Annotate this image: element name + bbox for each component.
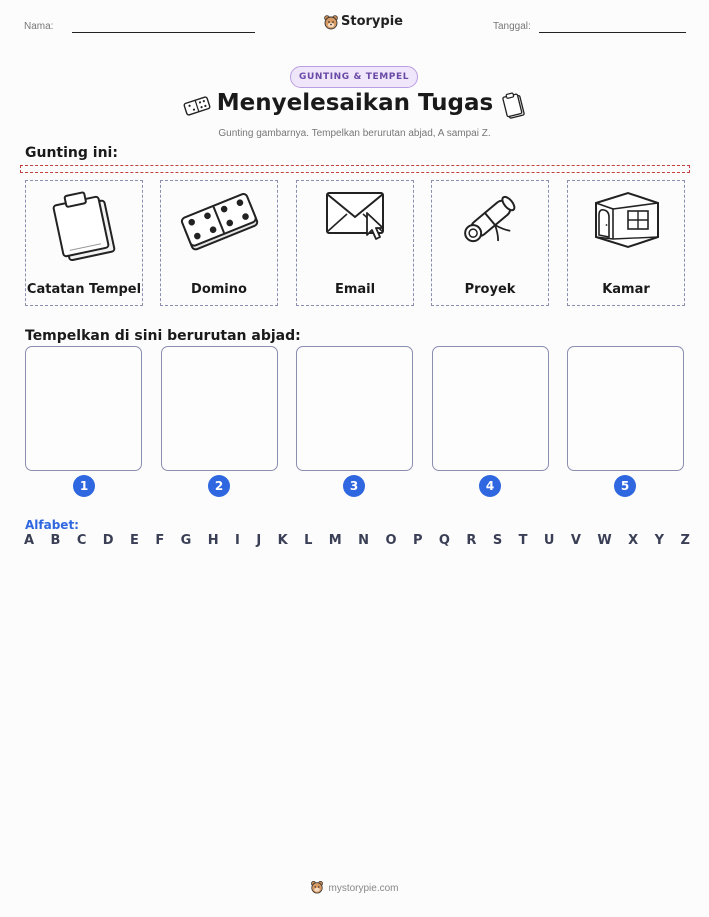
page-subtitle: Gunting gambarnya. Tempelkan berurutan abjad, A sampai Z.: [218, 128, 491, 139]
cut-card[interactable]: [296, 180, 414, 306]
alphabet-letter: A: [24, 533, 35, 548]
domino-decoration-icon: [182, 94, 212, 118]
alphabet-letter: F: [155, 533, 165, 548]
alphabet-letter: H: [207, 533, 219, 548]
alphabet-letter: X: [628, 533, 639, 548]
position-number: 1: [73, 475, 95, 497]
alphabet-letter: E: [130, 533, 139, 548]
storypie-logo-icon: [323, 14, 339, 30]
position-number: 4: [479, 475, 501, 497]
alphabet-letter: T: [518, 533, 528, 548]
alphabet-letter: K: [277, 533, 288, 548]
cut-line: [20, 165, 690, 173]
position-number: 3: [343, 475, 365, 497]
cut-card[interactable]: [160, 180, 278, 306]
alphabet-letter: R: [466, 533, 477, 548]
card-label: Domino: [191, 282, 247, 297]
storypie-logo-icon: [310, 880, 324, 897]
card-label: Email: [334, 282, 376, 297]
alphabet-letter: G: [180, 533, 192, 548]
name-label: Nama:: [24, 21, 54, 32]
paste-box[interactable]: [567, 346, 684, 471]
alphabet-letter: P: [412, 533, 423, 548]
cut-section-heading: Gunting ini:: [25, 145, 118, 161]
alphabet-letter: N: [358, 533, 370, 548]
cut-card[interactable]: [25, 180, 143, 306]
position-number: 2: [208, 475, 230, 497]
name-line[interactable]: [72, 32, 255, 33]
alphabet-letter: J: [256, 533, 262, 548]
paste-box[interactable]: [296, 346, 413, 471]
paste-box[interactable]: [161, 346, 278, 471]
paste-section-heading: Tempelkan di sini berurutan abjad:: [25, 328, 301, 344]
date-line[interactable]: [539, 32, 686, 33]
paste-box[interactable]: [432, 346, 549, 471]
card-label: Kamar: [602, 282, 650, 297]
paste-box[interactable]: [25, 346, 142, 471]
alphabet-heading: Alfabet:: [25, 518, 79, 532]
alphabet-letter: M: [328, 533, 342, 548]
card-label: Proyek: [464, 282, 516, 297]
footer-url[interactable]: mystorypie.com: [328, 883, 399, 894]
alphabet-letter: V: [570, 533, 581, 548]
notepad-decoration-icon: [500, 91, 528, 121]
cut-card[interactable]: [431, 180, 549, 306]
alphabet-letter: S: [492, 533, 503, 548]
alphabet-letter: L: [304, 533, 313, 548]
brand-name: Storypie: [341, 14, 403, 29]
page-title: Menyelesaikan Tugas: [216, 90, 494, 116]
date-label: Tanggal:: [493, 21, 531, 32]
alphabet-row: [24, 533, 690, 548]
position-number: 5: [614, 475, 636, 497]
alphabet-letter: I: [235, 533, 240, 548]
alphabet-letter: C: [76, 533, 87, 548]
activity-badge: GUNTING & TEMPEL: [290, 66, 418, 88]
alphabet-letter: Y: [654, 533, 665, 548]
card-label: Catatan Tempel: [26, 282, 142, 297]
alphabet-letter: B: [50, 533, 61, 548]
alphabet-letter: Q: [438, 533, 450, 548]
alphabet-letter: U: [543, 533, 555, 548]
footer: [0, 880, 709, 897]
alphabet-letter: O: [385, 533, 397, 548]
cut-card[interactable]: [567, 180, 685, 306]
alphabet-letter: D: [102, 533, 114, 548]
alphabet-letter: Z: [680, 533, 690, 548]
alphabet-letter: W: [597, 533, 612, 548]
